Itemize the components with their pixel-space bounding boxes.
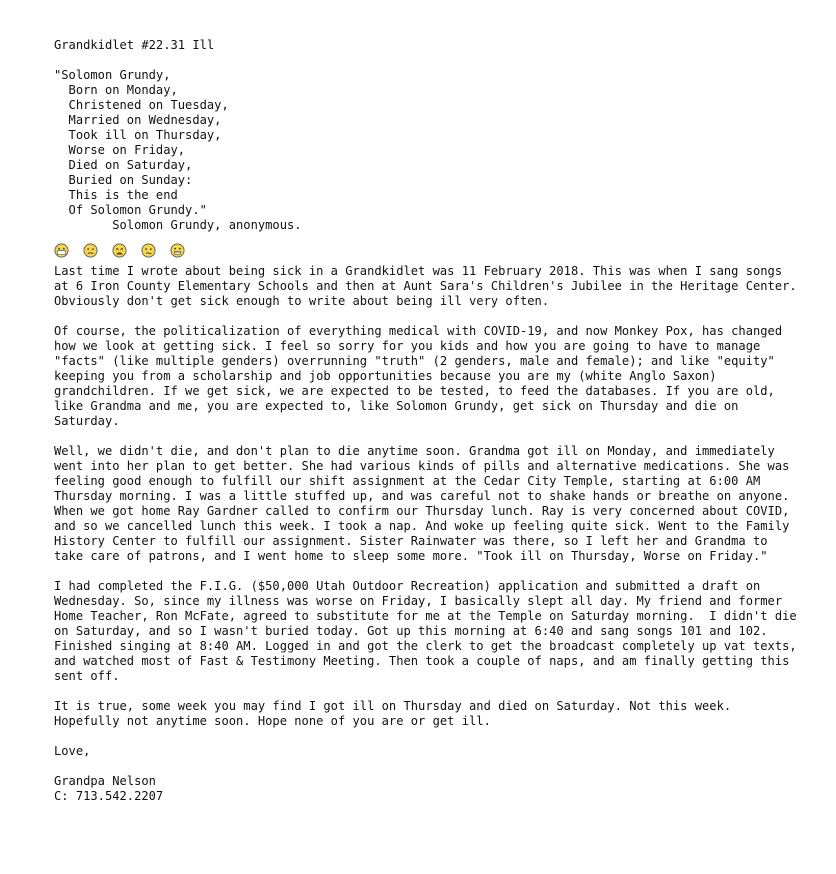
paragraph-line: and watched most of Fast & Testimony Meeting. Then took a couple of naps, and am finally getting this xyxy=(54,654,790,668)
poem-attribution: Solomon Grundy, anonymous. xyxy=(54,218,302,232)
paragraph-line: "facts" (like multiple genders) overrunning "truth" (2 genders, male and female); and like "equity" xyxy=(54,354,775,368)
paragraph-line: Last time I wrote about being sick in a Grandkidlet was 11 February 2018. This was when I sang songs xyxy=(54,264,783,278)
paragraph-line: History Center to fulfill our assignment. Sister Rainwater was there, so I left her and Grandma to xyxy=(54,534,768,548)
paragraph-line: like Grandma and me, you are expected to, like Solomon Grundy, get sick on Thursday and die on xyxy=(54,399,739,413)
emoji-row xyxy=(54,240,824,260)
paragraph-line: on Saturday, and so I wasn't buried today. Got up this morning at 6:40 and sang songs 101 and 102. xyxy=(54,624,768,638)
poem-line: Married on Wednesday, xyxy=(54,113,222,127)
letter-title: Grandkidlet #22.31 Ill xyxy=(54,38,215,52)
paragraph xyxy=(54,444,824,564)
paragraph-line: Saturday. xyxy=(54,414,120,428)
poem-line: Born on Monday, xyxy=(54,83,178,97)
poem-line: Took ill on Thursday, xyxy=(54,128,222,142)
worried-face-icon xyxy=(83,243,98,258)
poem-block xyxy=(54,68,824,233)
paragraph-line: It is true, some week you may find I got ill on Thursday and died on Saturday. Not this week. xyxy=(54,699,732,713)
paragraph xyxy=(54,699,824,729)
poem-line: Christened on Tuesday, xyxy=(54,98,229,112)
spacer xyxy=(54,759,824,774)
paragraph xyxy=(54,324,824,429)
paragraph-line: Hopefully not anytime soon. Hope none of you are or get ill. xyxy=(54,714,491,728)
spacer xyxy=(54,429,824,444)
poem-line: Died on Saturday, xyxy=(54,158,193,172)
spacer xyxy=(54,564,824,579)
paragraph-line: Wednesday. So, since my illness was worse on Friday, I basically slept all day. My friend and former xyxy=(54,594,783,608)
paragraph-line: how we look at getting sick. I feel so sorry for you kids and how you are going to have to manage xyxy=(54,339,761,353)
tired-face-icon xyxy=(112,243,127,258)
spacer xyxy=(54,684,824,699)
paragraph-line: at 6 Iron County Elementary Schools and then at Aunt Sara's Children's Jubilee in the Heritage Center. xyxy=(54,279,797,293)
spacer xyxy=(54,309,824,324)
confused-face-icon xyxy=(141,243,156,258)
paragraph-line: Thursday morning. I was a little stuffed up, and was careful not to shake hands or breathe on anyone. xyxy=(54,489,790,503)
grimacing-face-icon xyxy=(170,243,185,258)
paragraph-line: Home Teacher, Ron McFate, agreed to substitute for me at the Temple on Saturday morning. I didn't die xyxy=(54,609,797,623)
phone-number: C: 713.542.2207 xyxy=(54,789,164,803)
paragraph-line: went into her plan to get better. She had various kinds of pills and alternative medications. She was xyxy=(54,459,790,473)
poem-line: Buried on Sunday: xyxy=(54,173,193,187)
paragraph-line: and so we cancelled lunch this week. I took a nap. And woke up feeling quite sick. Went to the Family xyxy=(54,519,790,533)
letter-document xyxy=(54,38,824,804)
spacer xyxy=(54,729,824,744)
poem-line: This is the end xyxy=(54,188,178,202)
paragraph-line: grandchildren. If we get sick, we are expected to be tested, to feed the databases. If you are old, xyxy=(54,384,775,398)
paragraph-line: Well, we didn't die, and don't plan to die anytime soon. Grandma got ill on Monday, and immediately xyxy=(54,444,775,458)
poem-line: Worse on Friday, xyxy=(54,143,186,157)
paragraph-line: Obviously don't get sick enough to write about being ill very often. xyxy=(54,294,550,308)
paragraph-line: Of course, the politicalization of everything medical with COVID-19, and now Monkey Pox, has changed xyxy=(54,324,783,338)
masked-face-icon xyxy=(54,243,69,258)
signature: Grandpa Nelson xyxy=(54,774,156,788)
paragraph-line: sent off. xyxy=(54,669,120,683)
paragraph xyxy=(54,579,824,684)
poem-line: Of Solomon Grundy." xyxy=(54,203,207,217)
spacer xyxy=(54,53,824,68)
paragraph-line: keeping you from a scholarship and job opportunities because you are my (white Anglo Saxon) xyxy=(54,369,717,383)
paragraph-line: take care of patrons, and I went home to sleep some more. "Took ill on Thursday, Worse on Friday." xyxy=(54,549,768,563)
paragraph-line: When we got home Ray Gardner called to confirm our Thursday lunch. Ray is very concerned about COVID, xyxy=(54,504,790,518)
paragraph-line: Finished singing at 8:40 AM. Logged in and got the clerk to get the broadcast completely up vat texts, xyxy=(54,639,797,653)
poem-line: "Solomon Grundy, xyxy=(54,68,171,82)
paragraph xyxy=(54,264,824,309)
closing: Love, xyxy=(54,744,91,758)
paragraph-line: I had completed the F.I.G. ($50,000 Utah Outdoor Recreation) application and submitted a draft on xyxy=(54,579,761,593)
paragraph-line: feeling good enough to fulfill our shift assignment at the Cedar City Temple, starting at 6:00 AM xyxy=(54,474,761,488)
